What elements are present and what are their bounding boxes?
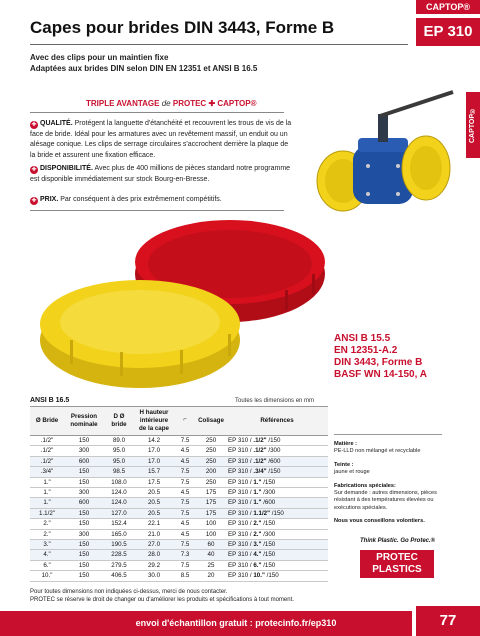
table-cell: 4." [30,550,64,560]
table-cell: 20.5 [134,488,174,498]
table-cell: 300 [64,488,104,498]
reference-size: 3." [253,541,262,549]
side-info [334,431,442,526]
table-cell: 127.0 [104,508,134,518]
advantage-label: DISPONIBILITÉ. [40,165,93,172]
reference-prefix: EP 310 / [228,489,252,497]
table-row [30,467,328,477]
table-cell: 7.5 [174,436,196,446]
table-cell: 600 [64,456,104,466]
table-cell: 20 [196,571,226,581]
caps-photo [30,212,330,392]
info-text: PE-LLD non mélangé et recyclable [334,448,421,455]
reference-cell [226,498,328,508]
col-header-mark [174,407,196,436]
table-cell: 228.5 [104,550,134,560]
reference-pressure: /150 [263,520,276,528]
table-cell: 22.1 [134,519,174,529]
table-cell: 25 [196,560,226,570]
table-cell: 406.5 [104,571,134,581]
table-cell: 98.5 [104,467,134,477]
reference-pressure: /300 [268,447,281,455]
reference-cell [226,446,328,456]
advantage-heading-brand2: CAPTOP® [217,99,257,108]
table-cell: 6." [30,560,64,570]
reference-cell [226,550,328,560]
table-cell: 175 [196,498,226,508]
logo-line2: PLASTICS [372,564,422,575]
table-cell: 2." [30,519,64,529]
cross-bullet-icon: ✚ [31,167,37,173]
table-footnote-2: PROTEC se réserve le droit de changer ou d'améliorer les produits et spécifications à tout moment. [30,597,294,603]
table-cell: 200 [196,467,226,477]
reference-pressure: /300 [263,530,276,538]
table-row [30,550,328,560]
table-cell: 175 [196,488,226,498]
reference-prefix: EP 310 / [228,457,252,465]
table-cell: 108.0 [104,477,134,487]
table-cell: 300 [64,446,104,456]
table-row [30,488,328,498]
reference-pressure: /150 [263,478,276,486]
advantage-availability [30,164,292,185]
table-cell: 124.0 [104,488,134,498]
table-cell: .1/2" [30,456,64,466]
table-cell: 15.7 [134,467,174,477]
table-note: Toutes les dimensions en mm [235,398,315,404]
title-divider [30,44,408,45]
table-cell: 165.0 [104,529,134,539]
reference-cell [226,529,328,539]
reference-prefix: EP 310 / [228,509,252,517]
reference-pressure: /600 [263,499,276,507]
table-cell: 300 [64,529,104,539]
table-header-row [30,407,328,436]
table-row [30,477,328,487]
reference-prefix: EP 310 / [228,530,252,538]
reference-cell [226,560,328,570]
table-cell: 8.5 [174,571,196,581]
table-cell: 89.0 [104,436,134,446]
table-cell: 30.0 [134,571,174,581]
table-cell: 4.5 [174,456,196,466]
table-cell: 279.5 [104,560,134,570]
reference-size: 1.1/2" [253,509,271,517]
table-cell: 4.5 [174,519,196,529]
standard-item: EN 12351-A.2 [334,345,398,356]
reference-size: 10." [253,572,265,580]
info-fabrication [334,483,442,513]
table-cell: 7.5 [174,540,196,550]
table-cell: 1." [30,498,64,508]
table-cell: 100 [196,529,226,539]
table-cell: 175 [196,508,226,518]
standard-item: BASF WN 14-150, A [334,369,427,380]
reference-pressure: /150 [266,572,279,580]
subtitle-2: Adaptées aux brides DIN selon DIN EN 12351 et ANSI B 16.5 [30,64,258,73]
table-cell: 4.5 [174,529,196,539]
table-cell: 100 [196,519,226,529]
table-cell: 150 [64,467,104,477]
reference-size: .1/2" [253,447,267,455]
reference-size: 1." [253,478,262,486]
subtitle-1: Avec des clips pour un maintien fixe [30,53,169,62]
advantage-label: QUALITÉ. [40,120,73,127]
table-cell: 29.2 [134,560,174,570]
table-cell: 27.0 [134,540,174,550]
table-cell: 4.5 [174,488,196,498]
table-cell: 150 [64,436,104,446]
brand-cross-icon: ✚ [208,99,216,108]
col-header: Références [226,407,328,436]
table-cell: 1.1/2" [30,508,64,518]
table-cell: 7.3 [174,550,196,560]
table-cell: .1/2" [30,446,64,456]
table-row [30,529,328,539]
table-cell: 600 [64,498,104,508]
table-cell: .1/2" [30,436,64,446]
table-row [30,456,328,466]
table-cell: 7.5 [174,508,196,518]
table-row [30,519,328,529]
reference-cell [226,467,328,477]
reference-cell [226,571,328,581]
reference-prefix: EP 310 / [228,468,252,476]
table-row [30,540,328,550]
table-cell: .3/4" [30,467,64,477]
table-cell: 150 [64,477,104,487]
reference-cell [226,488,328,498]
advantage-heading-main: TRIPLE AVANTAGE [86,99,160,108]
advantage-heading [86,99,256,108]
table-cell: 28.0 [134,550,174,560]
info-text: Sur demande : autres dimensions, pièces résistant à des températures élevées ou exécutions spéciales. [334,490,437,511]
table-cell: 7.5 [174,498,196,508]
table-cell: 150 [64,540,104,550]
reference-size: .1/2" [253,457,267,465]
reference-pressure: /150 [263,561,276,569]
table-cell: 250 [196,446,226,456]
standards-list [334,333,427,381]
table-cell: 150 [64,571,104,581]
reference-size: 1." [253,499,262,507]
dimension-mark-icon: ⌐ [183,416,187,423]
table-cell: 17.0 [134,446,174,456]
page-title: Capes pour brides DIN 3443, Forme B [30,18,335,37]
info-conseil: Nous vous conseillons volontiers. [334,518,425,525]
table-cell: 150 [64,519,104,529]
table-cell: 152.4 [104,519,134,529]
reference-prefix: EP 310 / [228,499,252,507]
table-row [30,436,328,446]
table-row [30,508,328,518]
reference-prefix: EP 310 / [228,447,252,455]
reference-size: 4." [253,551,262,559]
table-label: ANSI B 16.5 [30,397,70,404]
table-cell: 1." [30,477,64,487]
side-divider [334,434,442,435]
table-cell: 10." [30,571,64,581]
dimension-table [30,406,328,582]
logo-line1: PROTEC [376,552,418,563]
advantage-divider-bottom [30,210,284,211]
reference-prefix: EP 310 / [228,437,252,444]
reference-size: 2." [253,520,262,528]
info-teinte [334,462,442,477]
col-header: H hauteur intérieure de la cape [134,407,174,436]
reference-size: 1." [253,489,262,497]
advantage-label: PRIX. [40,196,59,203]
reference-pressure: /300 [263,489,276,497]
col-header: Pression nominale [64,407,104,436]
table-cell: 190.5 [104,540,134,550]
reference-pressure: /150 [268,468,281,476]
reference-prefix: EP 310 / [228,561,252,569]
info-heading: Matière : [334,441,358,447]
col-header: Ø Bride [30,407,64,436]
table-cell: 14.2 [134,436,174,446]
side-tab: CAPTOP® [466,92,480,158]
table-cell: 250 [196,436,226,446]
reference-prefix: EP 310 / [228,541,252,549]
reference-size: .3/4" [253,468,267,476]
table-cell: 7.5 [174,560,196,570]
info-text: jaune et rouge [334,469,370,476]
reference-pressure: /150 [263,541,276,549]
reference-pressure: /600 [268,457,281,465]
reference-cell [226,456,328,466]
reference-size: 2." [253,530,262,538]
table-cell: 95.0 [104,446,134,456]
advantage-quality [30,119,292,161]
advantage-divider [30,112,284,113]
reference-prefix: EP 310 / [228,478,252,486]
col-header: Colisage [196,407,226,436]
table-cell: 3." [30,540,64,550]
col-header: D Ø bride [104,407,134,436]
table-row [30,560,328,570]
info-heading: Teinte : [334,461,354,468]
table-cell: 1." [30,488,64,498]
table-cell: 17.0 [134,456,174,466]
table-cell: 4.5 [174,446,196,456]
info-matiere [334,441,442,456]
table-row [30,498,328,508]
advantage-price [30,195,292,206]
table-cell: 7.5 [174,467,196,477]
table-cell: 17.5 [134,477,174,487]
table-row [30,446,328,456]
page-number: 77 [416,606,480,636]
table-cell: 124.0 [104,498,134,508]
reference-prefix: EP 310 / [228,572,252,580]
reference-pressure: /150 [271,509,284,517]
table-cell: 60 [196,540,226,550]
table-cell: 150 [64,550,104,560]
table-cell: 250 [196,456,226,466]
valve-photo [308,86,458,216]
reference-prefix: EP 310 / [228,520,252,528]
footer-bar: envoi d'échantillon gratuit : protecinfo.fr/ep310 [0,611,412,636]
reference-cell [226,436,328,446]
brand-tag: CAPTOP® [416,0,480,14]
advantage-text: Par conséquent à des prix extrêmement compétitifs. [58,196,222,203]
table-cell: 150 [64,508,104,518]
reference-size: .1/2" [253,437,267,444]
info-heading: Fabrications spéciales: [334,482,396,489]
table-cell: 250 [196,477,226,487]
standard-item: DIN 3443, Forme B [334,357,423,368]
table-cell: 20.5 [134,498,174,508]
table-cell: 21.0 [134,529,174,539]
product-code: EP 310 [416,18,480,46]
cross-bullet-icon: ✚ [31,198,37,204]
table-cell: 40 [196,550,226,560]
table-row [30,571,328,581]
reference-cell [226,508,328,518]
table-cell: 95.0 [104,456,134,466]
cross-bullet-icon: ✚ [31,122,37,128]
standard-item: ANSI B 15.5 [334,333,391,344]
reference-size: 6." [253,561,262,569]
reference-pressure: /150 [263,551,276,559]
table-cell: 150 [64,560,104,570]
reference-prefix: EP 310 / [228,551,252,559]
reference-cell [226,519,328,529]
table-cell: 20.5 [134,508,174,518]
reference-cell [226,540,328,550]
advantage-heading-de: de [161,99,171,108]
logo-tagline: Think Plastic. Go Protec.® [360,538,436,544]
table-cell: 7.5 [174,477,196,487]
advantage-text: Avec plus de 400 millions de pièces standard notre programme est disponible immédiatement sur stock Bourg-en-Bresse. [30,165,291,183]
table-footnote-1: Pour toutes dimensions non indiquées ci-dessus, merci de nous contacter. [30,589,228,595]
advantage-heading-brand: PROTEC [172,99,207,108]
reference-pressure: /150 [268,437,281,444]
advantage-text: Protégent la languette d'étanchéité et recouvrent les trous de vis de la face de bride. Idéal pour les armatures avec un revêtement massif, un enduit ou un alésage conique. Les clips de serrage circulaires s'accrochent derrière la plaque de la bride et assurent une fixation efficace. [30,120,292,159]
reference-cell [226,477,328,487]
table-cell: 2." [30,529,64,539]
protec-logo [360,550,434,578]
